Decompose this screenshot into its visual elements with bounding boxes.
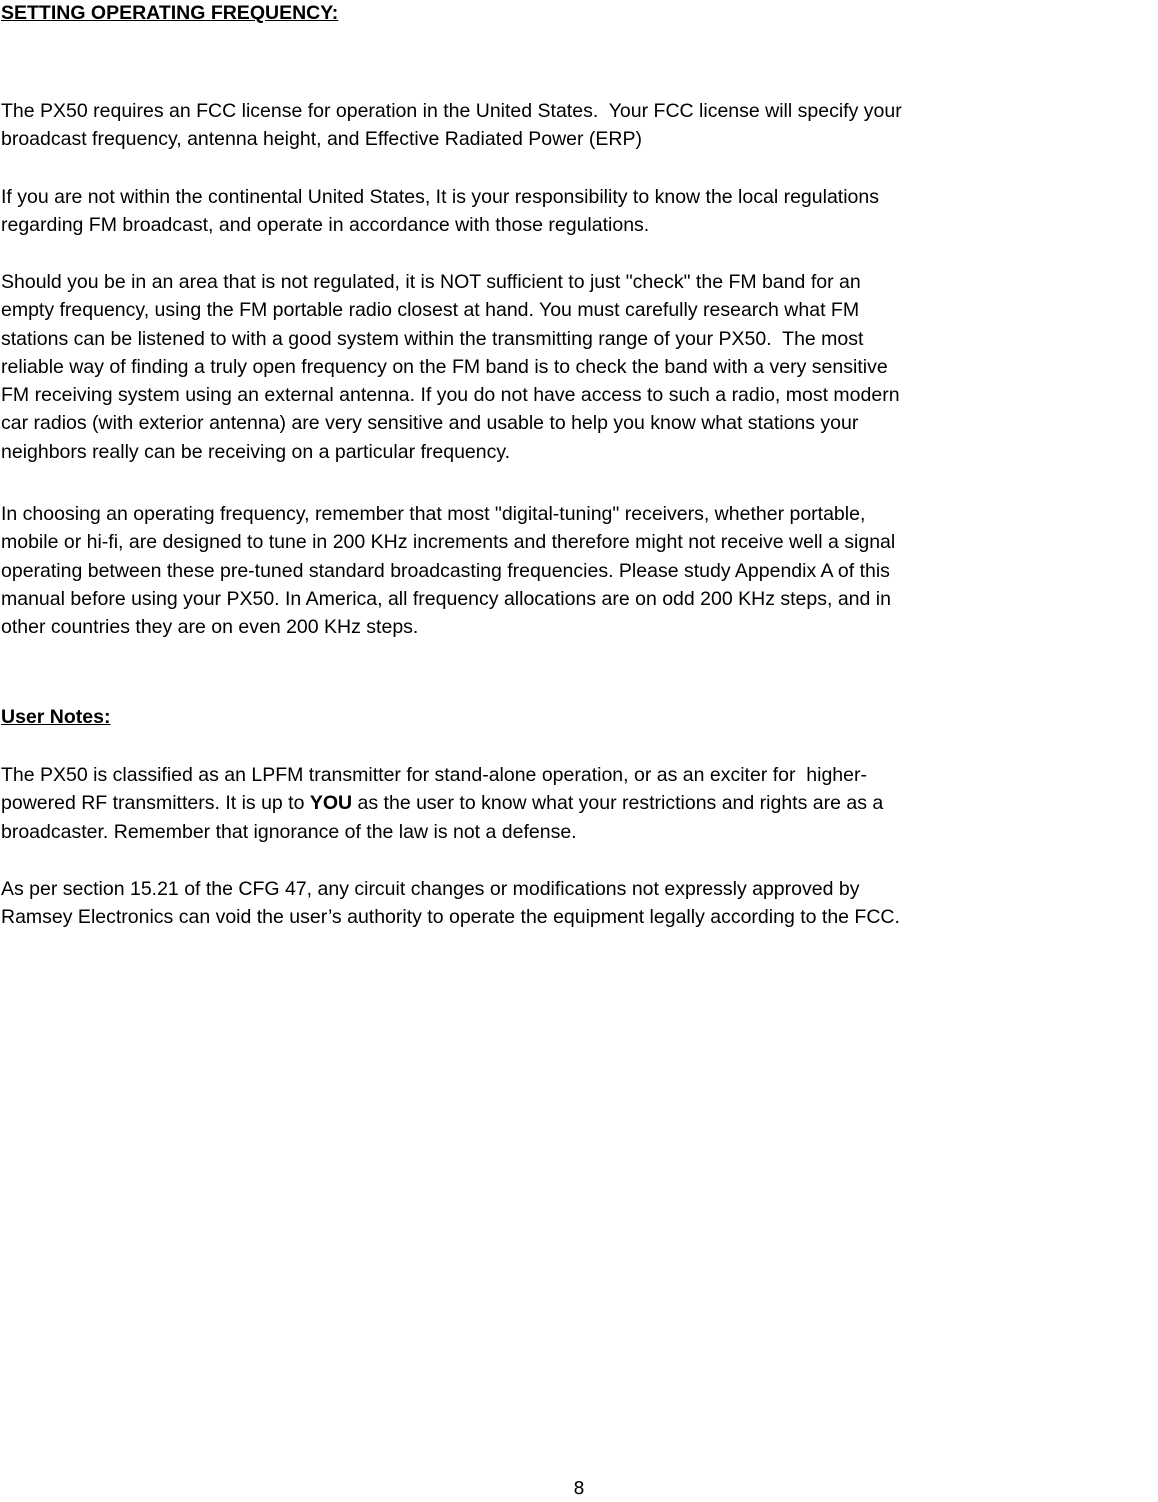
text-line: In choosing an operating frequency, remember that most "digital-tuning" receivers, whether portable, bbox=[1, 503, 866, 525]
text-line: reliable way of finding a truly open frequency on the FM band is to check the band with a very sensitive bbox=[1, 355, 888, 378]
text-line: operating between these pre-tuned standard broadcasting frequencies. Please study Appendix A of this bbox=[1, 559, 890, 582]
text-segment: powered RF transmitters. It is up to bbox=[1, 792, 310, 815]
text-line: As per section 15.21 of the CFG 47, any circuit changes or modifications not expressly approved by bbox=[1, 878, 860, 900]
page-number: 8 bbox=[573, 1478, 585, 1499]
text-line: broadcast frequency, antenna height, and Effective Radiated Power (ERP) bbox=[1, 128, 642, 151]
text-line bbox=[1, 789, 1158, 817]
text-segment: as the user to know what your restrictions and rights are as a bbox=[352, 792, 884, 815]
paragraph-license bbox=[1, 97, 1158, 154]
paragraph-user-notes-classification bbox=[1, 761, 1158, 846]
text-line: stations can be listened to with a good system within the transmitting range of your PX50. The most bbox=[1, 327, 864, 350]
paragraph-unregulated-area bbox=[1, 268, 1158, 466]
text-line: regarding FM broadcast, and operate in accordance with those regulations. bbox=[1, 214, 650, 237]
emphasis-you: YOU bbox=[309, 792, 353, 815]
section-title: SETTING OPERATING FREQUENCY: bbox=[1, 2, 339, 24]
text-line: manual before using your PX50. In America, all frequency allocations are on odd 200 KHz steps, and in bbox=[1, 587, 891, 610]
text-line: mobile or hi-fi, are designed to tune in 200 KHz increments and therefore might not receive well a signal bbox=[1, 531, 896, 554]
text-line: other countries they are on even 200 KHz steps. bbox=[1, 616, 419, 639]
paragraph-user-notes-fcc bbox=[1, 875, 1158, 932]
paragraph-regulations bbox=[1, 183, 1158, 240]
text-line: Should you be in an area that is not regulated, it is NOT sufficient to just "check" the FM band for an bbox=[1, 271, 861, 293]
text-line: Ramsey Electronics can void the user’s authority to operate the equipment legally according to the FCC. bbox=[1, 906, 900, 929]
user-notes-title: User Notes: bbox=[1, 706, 111, 728]
text-line: FM receiving system using an external antenna. If you do not have access to such a radio, most modern bbox=[1, 384, 900, 407]
paragraph-choosing-frequency bbox=[1, 500, 1158, 641]
text-line: If you are not within the continental United States, It is your responsibility to know the local regulations bbox=[1, 186, 879, 208]
text-line: neighbors really can be receiving on a particular frequency. bbox=[1, 440, 511, 463]
text-line: broadcaster. Remember that ignorance of the law is not a defense. bbox=[1, 820, 577, 843]
text-line: The PX50 is classified as an LPFM transmitter for stand-alone operation, or as an exciter for higher- bbox=[1, 764, 867, 786]
text-line: car radios (with exterior antenna) are very sensitive and usable to help you know what stations your bbox=[1, 412, 859, 435]
text-line: The PX50 requires an FCC license for operation in the United States. Your FCC license will specify your bbox=[1, 100, 902, 122]
text-line: empty frequency, using the FM portable radio closest at hand. You must carefully research what FM bbox=[1, 299, 860, 322]
